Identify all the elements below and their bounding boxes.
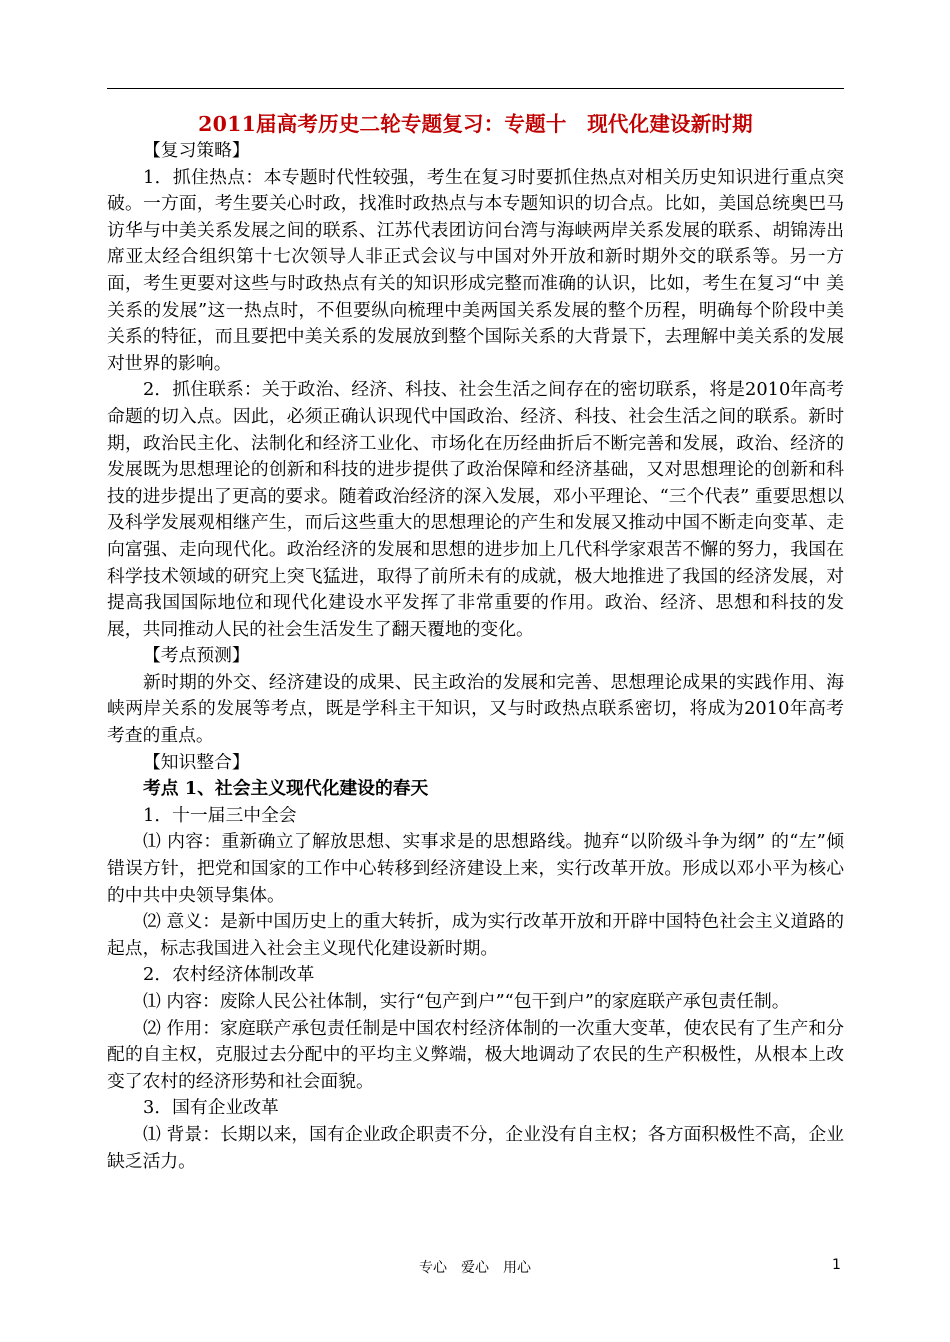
paragraph-hotspots: 1．抓住热点：本专题时代性较强，考生在复习时要抓住热点对相关历史知识进行重点突破。一方面，考生要关心时政，找准时政热点与本专题知识的切合点。比如，美国总统奥巴马访华与中美关系发展之间的联系、江苏代表团访问台湾与海峡两岸关系发展的联系、胡锦涛出席亚太经合组织第十七次领导人非正式会议与中国对外开放和新时期外交的联系等。另一方面，考生更要对这些与时政热点有关的知识形成完整而准确的认识，比如，考生在复习“中 美关系的发展”这一热点时，不但要纵向梳理中美两国关系发展的整个历程，明确每个阶段中美关系的特征，而且要把中美关系的发展放到整个国际关系的大背景下，去理解中美关系的发展对世界的影响。 (107, 166, 844, 374)
rural-reform-effect: ⑵ 作用：家庭联产承包责任制是中国农村经济体制的一次重大变革，使农民有了生产和分配的自主权，克服过去分配中的平均主义弊端，极大地调动了农民的生产积极性，从根本上改变了农村的经济形势和社会面貌。 (107, 1017, 844, 1092)
document-title: 2011届高考历史二轮专题复习：专题十 现代化建设新时期 (198, 112, 753, 136)
plenum-content: ⑴ 内容：重新确立了解放思想、实事求是的思想路线。抛弃“以阶级斗争为纲” 的“左”倾错误方针，把党和国家的工作中心转移到经济建设上来，实行改革开放。形成以邓小平为核心的中共中央领导集体。 (107, 831, 844, 906)
paragraph-forecast: 新时期的外交、经济建设的成果、民主政治的发展和完善、思想理论成果的实践作用、海峡两岸关系的发展等考点，既是学科主干知识，又与时政热点联系密切，将成为2010年高考考查的重点。 (107, 671, 844, 747)
topic-heading: 考点 1、社会主义现代化建设的春天 (143, 778, 429, 800)
section-heading-plenum: 1．十一届三中全会 (143, 804, 297, 826)
paragraph-connections: 2．抓住联系：关于政治、经济、科技、社会生活之间存在的密切联系，将是2010年高考命题的切入点。因此，必须正确认识现代中国政治、经济、科技、社会生活之间的联系。新时期，政治民主化、法制化和经济工业化、市场化在历经曲折后不断完善和发展，政治、经济的发展既为思想理论的创新和科技的进步提供了政治保障和经济基础，又对思想理论的创新和科技的进步提出了更高的要求。随着政治经济的深入发展，邓小平理论、“三个代表” 重要思想以及科学发展观相继产生，而后这些重大的思想理论的产生和发展又推动中国不断走向变革、走向富强、走向现代化。政治经济的发展和思想的进步加上几代科学家艰苦不懈的努力，我国在科学技术领域的研究上突飞猛进，取得了前所未有的成就，极大地推进了我国的经济发展，对提高我国国际地位和现代化建设水平发挥了非常重要的作用。政治、经济、思想和科技的发展，共同推动人民的社会生活发生了翻天覆地的变化。 (107, 379, 844, 640)
header-rule (107, 88, 844, 89)
heading-knowledge-integration: 【知识整合】 (143, 751, 250, 773)
page-number: 1 (832, 1257, 841, 1273)
heading-exam-forecast: 【考点预测】 (143, 645, 250, 667)
document-body (107, 138, 844, 1175)
section-heading-rural-reform: 2．农村经济体制改革 (143, 964, 315, 986)
section-heading-soe-reform: 3．国有企业改革 (143, 1097, 279, 1119)
soe-reform-background: ⑴ 背景：长期以来，国有企业政企职责不分，企业没有自主权；各方面积极性不高，企业缺乏活力。 (107, 1123, 844, 1172)
rural-reform-content: ⑴ 内容：废除人民公社体制，实行“包产到户”“包干到户”的家庭联产承包责任制。 (143, 991, 790, 1012)
footer-motto: 专心 爱心 用心 (419, 1260, 531, 1276)
plenum-significance: ⑵ 意义：是新中国历史上的重大转折，成为实行改革开放和开辟中国特色社会主义道路的起点，标志我国进入社会主义现代化建设新时期。 (107, 911, 844, 959)
heading-review-strategy: 【复习策略】 (143, 140, 250, 161)
